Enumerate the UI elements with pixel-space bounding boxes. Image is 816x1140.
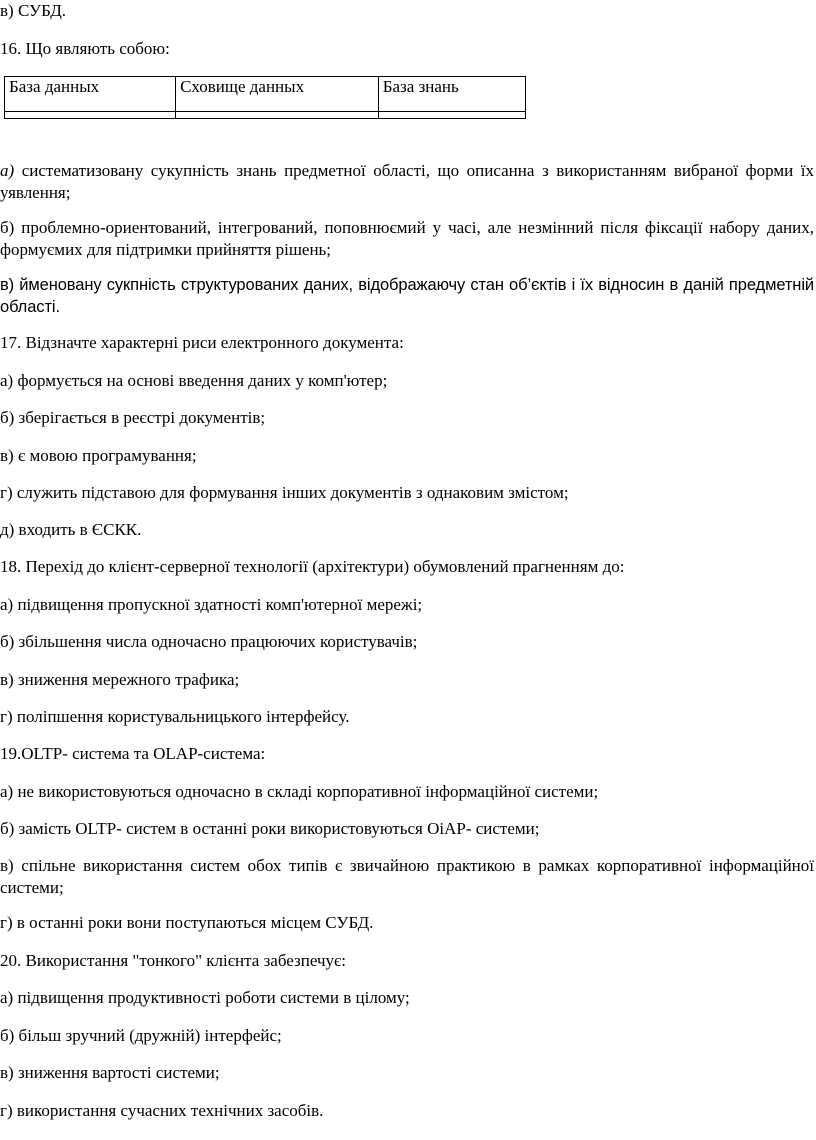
question-19-option-g: г) в останні роки вони поступаються місцем СУБД. [0, 913, 374, 932]
question-19-option-v: в) спільне використання систем обох типів є звичайною практикою в рамках корпоративної інформаційної системи; [0, 856, 814, 897]
table-header-knowledge-base: База знань [378, 77, 525, 112]
question-17-option-d: д) входить в ЄСКК. [0, 520, 142, 539]
question-18-option-a: а) підвищення пропускної здатності комп'ютерної мережі; [0, 595, 423, 614]
option-text: систематизовану сукупність знань предметної області, що описанна з використанням вибраної форми їх уявлення; [0, 161, 814, 202]
table-cell [5, 112, 176, 119]
question-17-option-b: б) зберігається в реєстрі документів; [0, 408, 266, 427]
question-19: 19.OLTP- система та OLAP-система: [0, 744, 266, 763]
option-label: а) [0, 161, 15, 180]
question-17-option-g: г) служить підставою для формування інших документів з однаковим змістом; [0, 483, 569, 502]
question-19-option-a: а) не використовуються одночасно в складі корпоративної інформаційної системи; [0, 782, 599, 801]
question-18: 18. Перехід до клієнт-серверної технології (архітектури) обумовлений прагненням до: [0, 557, 625, 576]
answer-line-v-subd: в) СУБД. [0, 1, 67, 20]
question-20-option-g: г) використання сучасних технічних засобів. [0, 1101, 324, 1120]
question-16-option-v: в) йменовану сукпність структурованих даних, відображаючу стан об’єктів і їх відносин в даній предметній області. [0, 276, 814, 316]
question-20-option-v: в) зниження вартості системи; [0, 1063, 220, 1082]
question-17: 17. Відзначте характерні риси електронного документа: [0, 333, 404, 352]
question-18-option-b: б) збільшення числа одночасно працюючих користувачів; [0, 632, 418, 651]
question-19-option-b: б) замість OLTP- систем в останні роки використовуються OiAP- системи; [0, 819, 540, 838]
table-header-database: База данных [5, 77, 176, 112]
question-16-option-a [0, 160, 814, 204]
question-17-option-a: а) формується на основі введення даних у комп'ютер; [0, 371, 388, 390]
table-row [5, 112, 526, 119]
question-18-option-g: г) поліпшення користувальницького інтерфейсу. [0, 707, 350, 726]
table-header-data-warehouse: Сховище данных [176, 77, 379, 112]
question-18-option-v: в) зниження мережного трафика; [0, 670, 240, 689]
question-16-option-b: б) проблемно-ориентований, інтегрований, поповнюємий у часі, але незмінний після фіксації набору даних, формуємих для підтримки прийняття рішень; [0, 218, 814, 259]
comparison-table [4, 76, 526, 119]
table-cell [176, 112, 379, 119]
question-20-option-b: б) більш зручний (дружній) інтерфейс; [0, 1026, 282, 1045]
question-17-option-v: в) є мовою програмування; [0, 446, 197, 465]
table-header-row [5, 77, 526, 112]
question-20-option-a: а) підвищення продуктивності роботи системи в цілому; [0, 988, 410, 1007]
question-16: 16. Що являють собою: [0, 39, 170, 58]
table-cell [378, 112, 525, 119]
question-20: 20. Використання "тонкого" клієнта забезпечує: [0, 951, 347, 970]
